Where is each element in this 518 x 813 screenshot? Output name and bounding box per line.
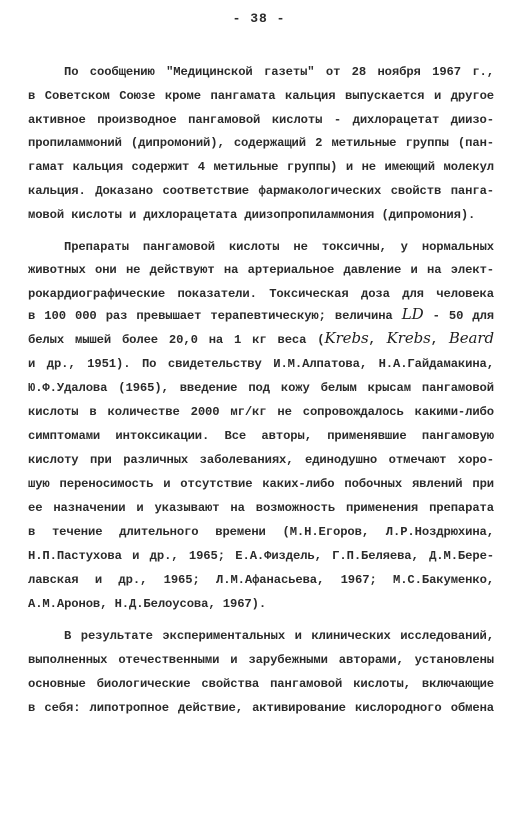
handwritten-author: Krebs xyxy=(324,329,369,347)
text-line: и др., 1951). По свидетельству И.М.Алпатова, Н.А.Гайдамакина, xyxy=(28,357,494,371)
page-number: - 38 - xyxy=(232,11,286,26)
text-line: симптомами интоксикации. Все авторы, применявшие пангамовую xyxy=(28,429,494,443)
text-line: В результате экспериментальных и клинических исследований, xyxy=(64,629,494,643)
text-line: рокардиографические показатели. Токсическая доза для человека xyxy=(28,287,494,301)
separator: , xyxy=(430,333,449,347)
handwritten-author: Krebs xyxy=(386,329,431,347)
text-line: гамат кальция содержит 4 метильные группы) и не имеющий молекул xyxy=(28,160,494,174)
line-segment: в 100 000 раз превышает терапевтическую; величина xyxy=(28,309,402,323)
handwritten-author: Beard xyxy=(448,329,494,347)
text-line: Препараты пангамовой кислоты не токсичны, у нормальных xyxy=(64,240,494,254)
text-line: основные биологические свойства пангамовой кислоты, включающие xyxy=(28,677,494,691)
text-line: в Советском Союзе кроме пангамата кальция выпускается и другое xyxy=(28,89,494,103)
text-line: кислоты в количестве 2000 мг/кг не сопровождалось какими-либо xyxy=(28,405,494,419)
text-line-authors xyxy=(28,331,494,346)
text-line: По сообщению "Медицинской газеты" от 28 ноября 1967 г., xyxy=(64,65,494,79)
text-line: Н.П.Пастухова и др., 1965; Е.А.Физдель, Г.П.Беляева, Д.М.Бере- xyxy=(28,549,494,563)
text-line: Ю.Ф.Удалова (1965), введение под кожу белым крысам пангамовой xyxy=(28,381,494,395)
text-line: мовой кислоты и дихлорацетата диизопропиламмония (дипромония). xyxy=(28,208,476,222)
text-line: активное производное пангамовой кислоты - дихлорацетат диизо- xyxy=(28,113,494,127)
text-line: кислоту при различных заболеваниях, единодушно отмечают хоро- xyxy=(28,453,494,467)
text-line: А.М.Аронов, Н.Д.Белоусова, 1967). xyxy=(28,597,267,611)
text-line-ld xyxy=(28,307,494,322)
text-line: в течение длительного времени (М.Н.Егоров, Л.Р.Ноздрюхина, xyxy=(28,525,494,539)
text-line: кальция. Доказано соответствие фармакологических свойств панга- xyxy=(28,184,494,198)
handwritten-ld: LD xyxy=(401,305,424,323)
line-segment: белых мышей более 20,0 на 1 кг веса ( xyxy=(28,333,325,347)
text-line: пропиламмоний (дипромоний), содержащий 2 метильные группы (пан- xyxy=(28,136,494,150)
text-line: выполненных отечественными и зарубежными авторами, установлены xyxy=(28,653,494,667)
text-line: ее назначении и указывают на возможность применения препарата xyxy=(28,501,494,515)
text-line: шую переносимость и отсутствие каких-либо побочных явлений при xyxy=(28,477,494,491)
text-line: животных они не действуют на артериальное давление и на элект- xyxy=(28,263,494,277)
separator: , xyxy=(368,333,387,347)
line-segment: - 50 для xyxy=(423,309,494,323)
text-line: в себя: липотропное действие, активирование кислородного обмена xyxy=(28,701,494,715)
text-line: лавская и др., 1965; Л.М.Афанасьева, 1967; М.С.Бакуменко, xyxy=(28,573,494,587)
